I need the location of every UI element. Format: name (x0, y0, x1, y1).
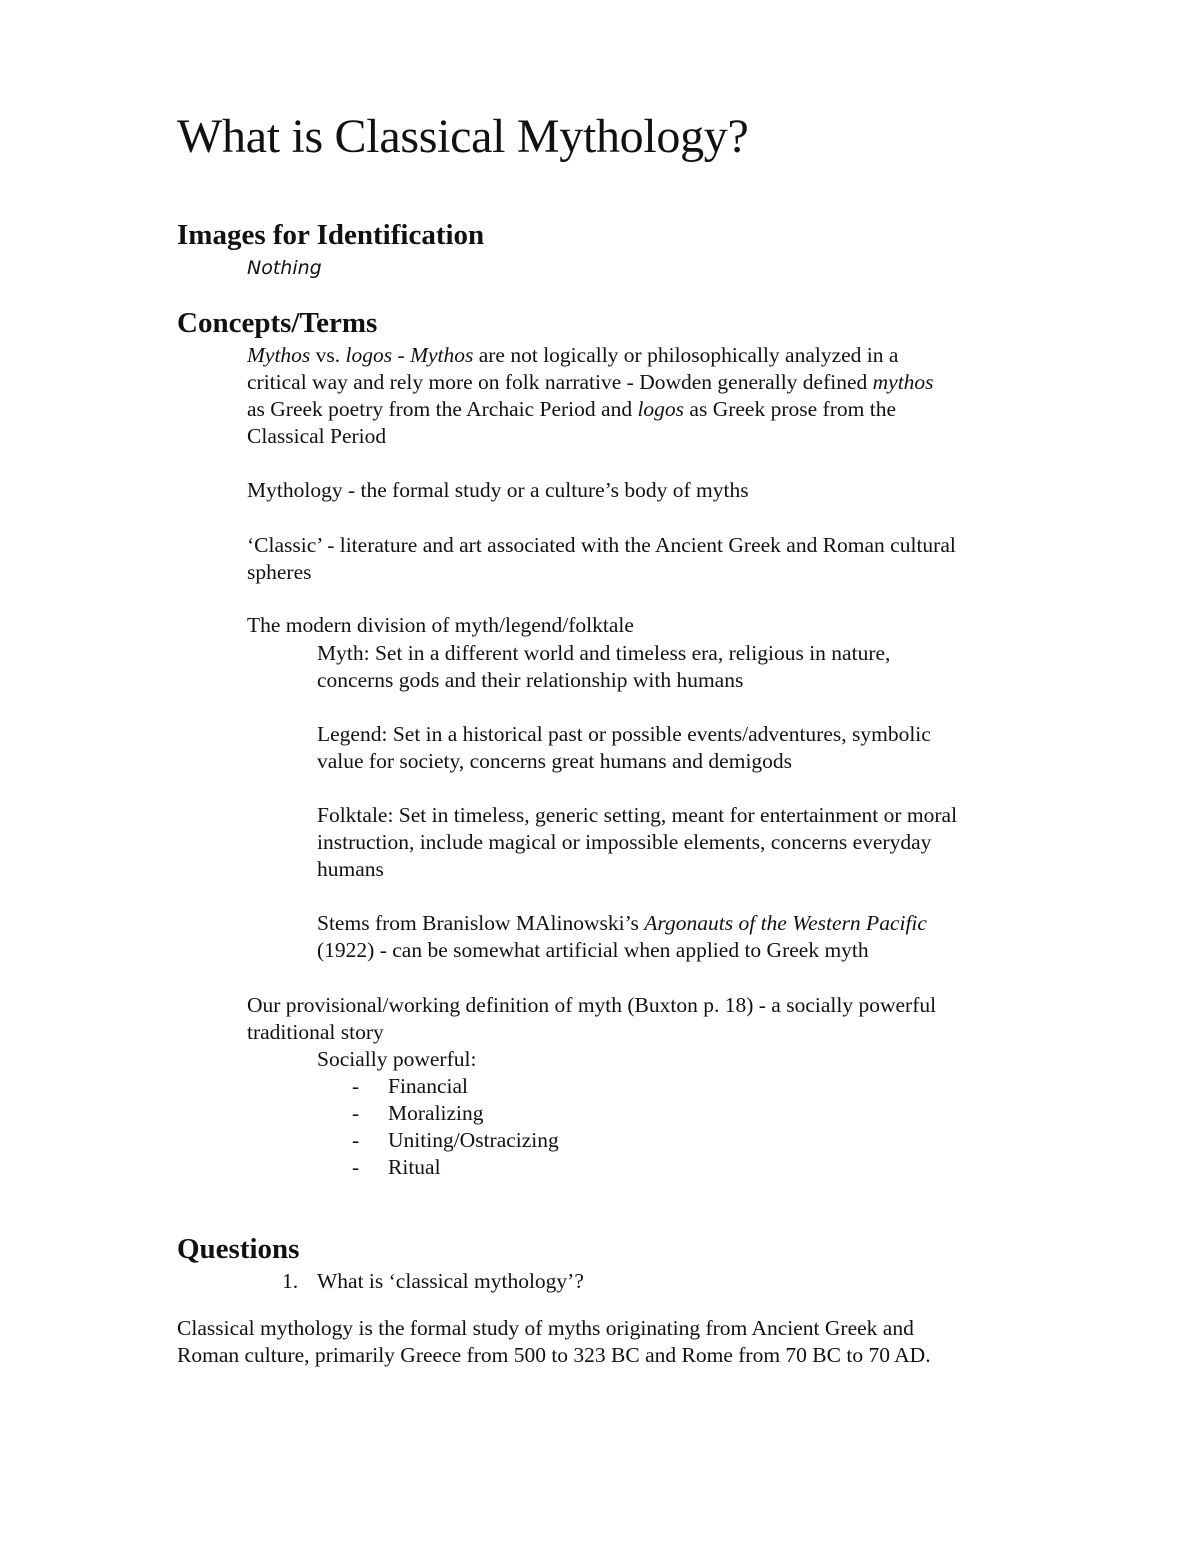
list-bullet: - (352, 1074, 360, 1098)
myth-line-1: Myth: Set in a different world and timeless era, religious in nature, (317, 641, 891, 665)
term-mythos-3: mythos (872, 370, 934, 394)
stems-line-2: (1922) - can be somewhat artificial when applied to Greek myth (317, 938, 869, 962)
separator: - (392, 343, 411, 367)
list-item-financial: Financial (388, 1074, 469, 1098)
vs-text: vs. (310, 343, 346, 367)
mythos-line-1-rest: are not logically or philosophically analyzed in a (473, 343, 899, 367)
book-title: Argonauts of the Western Pacific (644, 911, 927, 935)
images-body: Nothing (247, 257, 322, 279)
list-bullet: - (352, 1155, 360, 1179)
term-logos-2: logos (637, 397, 685, 421)
folktale-line-2: instruction, include magical or impossible elements, concerns everyday (317, 830, 932, 854)
legend-line-1: Legend: Set in a historical past or possible events/adventures, symbolic (317, 722, 931, 746)
mythology-definition: Mythology - the formal study or a culture’s body of myths (247, 478, 749, 502)
mythos-line-3-b: as Greek prose from the (684, 397, 896, 421)
mythos-line-1 (247, 342, 898, 369)
legend-line-2: value for society, concerns great humans and demigods (317, 749, 793, 773)
answer-line-2: Roman culture, primarily Greece from 500 to 323 BC and Rome from 70 BC to 70 AD. (177, 1343, 931, 1367)
stems-line-1-text: Stems from Branislow MAlinowski’s (317, 911, 645, 935)
myth-line-2: concerns gods and their relationship with humans (317, 668, 744, 692)
term-logos: logos (345, 343, 393, 367)
list-item-uniting: Uniting/Ostracizing (388, 1128, 559, 1152)
heading-images-for-identification: Images for Identification (177, 219, 485, 251)
page-title: What is Classical Mythology? (177, 110, 749, 163)
heading-concepts-terms: Concepts/Terms (177, 307, 378, 339)
classic-line-1: ‘Classic’ - literature and art associated with the Ancient Greek and Roman cultural (247, 533, 956, 557)
list-bullet: - (352, 1101, 360, 1125)
term-mythos: Mythos (247, 343, 311, 367)
division-intro: The modern division of myth/legend/folktale (247, 613, 634, 637)
folktale-line-1: Folktale: Set in timeless, generic setting, meant for entertainment or moral (317, 803, 958, 827)
mythos-line-3 (247, 396, 896, 423)
question-number: 1. (282, 1269, 299, 1293)
mythos-line-2 (247, 369, 934, 396)
list-item-ritual: Ritual (388, 1155, 441, 1179)
folktale-line-3: humans (317, 857, 384, 881)
socially-powerful-label: Socially powerful: (317, 1047, 477, 1071)
list-item-moralizing: Moralizing (388, 1101, 484, 1125)
list-bullet: - (352, 1128, 360, 1152)
mythos-line-3-a: as Greek poetry from the Archaic Period and (247, 397, 638, 421)
mythos-line-2-text: critical way and rely more on folk narrative - Dowden generally defined (247, 370, 873, 394)
answer-line-1: Classical mythology is the formal study of myths originating from Ancient Greek and (177, 1316, 914, 1340)
heading-questions: Questions (177, 1233, 300, 1265)
definition-line-1: Our provisional/working definition of myth (Buxton p. 18) - a socially powerful (247, 993, 937, 1017)
definition-line-2: traditional story (247, 1020, 384, 1044)
question-1: What is ‘classical mythology’? (317, 1269, 584, 1293)
mythos-line-4: Classical Period (247, 424, 387, 448)
stems-line-1 (317, 910, 927, 937)
classic-line-2: spheres (247, 560, 312, 584)
term-mythos-2: Mythos (410, 343, 474, 367)
